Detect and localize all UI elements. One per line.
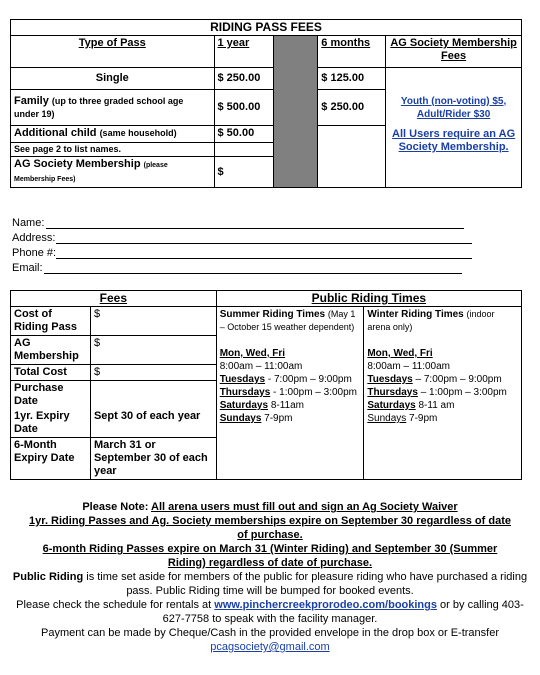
one-year-expiry-value: Sept 30 of each year	[90, 409, 216, 438]
additional-child-label: Additional child (same household)	[11, 126, 215, 143]
fees-title: RIDING PASS FEES	[11, 20, 522, 36]
see-page-2-note: See page 2 to list names.	[11, 143, 215, 157]
email-field[interactable]	[44, 262, 462, 274]
single-year-price: $ 250.00	[214, 68, 274, 90]
fees-header: Fees	[11, 291, 217, 307]
total-cost-label: Total Cost	[11, 365, 91, 381]
additional-child-price: $ 50.00	[214, 126, 274, 143]
riding-pass-fees-table	[10, 19, 522, 188]
address-field[interactable]	[56, 232, 472, 244]
ag-membership-label: AG Society Membership (please Membership Fees)	[11, 157, 215, 188]
ag-fees-header: AG Society Membership Fees	[386, 36, 522, 68]
notes-section: Please Note: All arena users must fill out and sign an Ag Society Waiver 1yr. Riding Passes and Ag. Society memberships expire on September 30 regardless of date of purchase. 6-month Riding Passes expire on March 31 (Winter Riding) and September 30 (Summer Riding) regardless of date of purchase. Public Riding is time set aside for members of the public for pleasure riding who have purchased a riding pass. Public Riding time will be bumped for booked events. Please check the schedule for rentals at www.pinchercreekprorodeo.com/bookings or by calling 403-627-7758 to speak with the facility manager. Payment can be made by Cheque/Cash in the provided envelope in the drop box or E-transfer pcagsociety@gmail.com	[8, 500, 532, 654]
ag-membership-label-2: AG Membership	[11, 336, 91, 365]
youth-fees: Youth (non-voting) $5, Adult/Rider $30	[386, 90, 522, 126]
cost-of-riding-value: $	[90, 307, 216, 336]
family-label: Family (up to three graded school age under 19)	[11, 90, 215, 126]
waiver-note: All arena users must fill out and sign an Ag Society Waiver	[151, 501, 458, 513]
summer-times: Summer Riding Times (May 1 – October 15 weather dependent) Mon, Wed, Fri 8:00am – 11:00am Tuesdays - 7:00pm – 9:00pm Thursdays - 1:00pm – 3:00pm Saturdays 8-11am Sundays 7-9pm	[216, 307, 364, 480]
one-year-expiry-label: 1yr. Expiry Date	[11, 409, 91, 438]
bookings-link[interactable]: www.pinchercreekprorodeo.com/bookings	[214, 599, 437, 611]
email-label: Email:	[12, 262, 43, 274]
six-months-header: 6 months	[318, 36, 386, 68]
phone-label: Phone #:	[12, 247, 57, 259]
name-field[interactable]	[46, 217, 464, 229]
ag-membership-value: $	[90, 336, 216, 365]
gray-divider	[274, 36, 318, 188]
cost-of-riding-label: Cost of Riding Pass	[11, 307, 91, 336]
all-users-note: All Users require an AG Society Membership.	[386, 126, 522, 157]
expire-note-2: 6-month Riding Passes expire on March 31 (Winter Riding) and September 30 (Summer Riding) regardless of date of purchase.	[42, 543, 498, 569]
public-riding-note: Public Riding is time set aside for members of the public for pleasure riding who have purchased a riding pass. Public Riding time will be bumped for booked events.	[12, 571, 528, 597]
expire-note-1: 1yr. Riding Passes and Ag. Society memberships expire on September 30 regardless of date of purchase.	[29, 515, 511, 541]
payment-note: Payment can be made by Cheque/Cash in the provided envelope in the drop box or E-transfer	[41, 627, 499, 639]
address-label: Address:	[12, 232, 56, 244]
purchase-date-value[interactable]	[90, 381, 216, 410]
single-label: Single	[11, 68, 215, 90]
single-six-price: $ 125.00	[318, 68, 386, 90]
family-year-price: $ 500.00	[214, 90, 274, 126]
name-label: Name:	[12, 217, 45, 229]
ag-membership-price: $	[214, 157, 274, 188]
fees-and-times-table	[10, 290, 522, 480]
winter-times: Winter Riding Times (indoor arena only) Mon, Wed, Fri 8:00am – 11:00am Tuesdays – 7:00pm – 9:00pm Thursdays – 1:00pm – 3:00pm Saturdays 8-11 am Sundays 7-9pm	[364, 307, 522, 480]
public-riding-header: Public Riding Times	[216, 291, 521, 307]
type-of-pass-header: Type of Pass	[11, 36, 215, 68]
phone-field[interactable]	[56, 247, 472, 259]
purchase-date-label: Purchase Date	[11, 381, 91, 410]
family-six-price: $ 250.00	[318, 90, 386, 126]
one-year-header: 1 year	[214, 36, 274, 68]
six-month-expiry-label: 6-Month Expiry Date	[11, 438, 91, 480]
total-cost-value: $	[90, 365, 216, 381]
six-month-expiry-value: March 31 or September 30 of each year	[90, 438, 216, 480]
email-link[interactable]: pcagsociety@gmail.com	[210, 641, 330, 653]
schedule-note: Please check the schedule for rentals at www.pinchercreekprorodeo.com/bookings or by calling 403-627-7758 to speak with the facility manager.	[16, 599, 524, 625]
